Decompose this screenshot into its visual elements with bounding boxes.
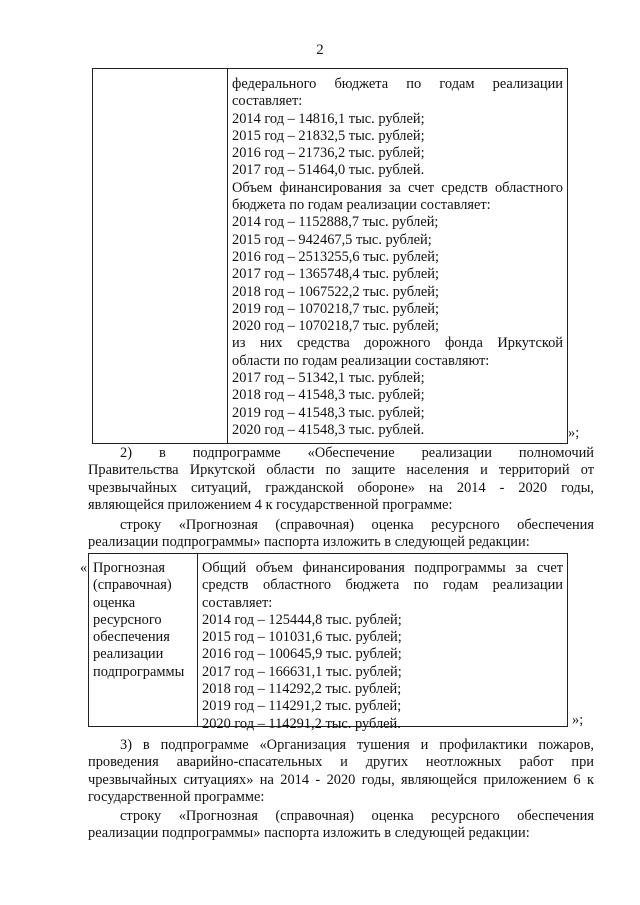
text-line: федерального бюджета по годам реализации xyxy=(232,76,563,92)
text-line: чрезвычайных ситуаций, гражданской обороне» на 2014 - 2020 годы, xyxy=(88,479,594,496)
text-line: 2018 год – 1067522,2 тыс. рублей; xyxy=(232,283,439,300)
text-line: Общий объем финансирования подпрограммы за счет xyxy=(202,560,563,576)
text-line: строку «Прогнозная (справочная) оценка ресурсного обеспечения xyxy=(120,517,594,533)
closing-quote-2: »; xyxy=(572,712,584,728)
text-line: 2016 год – 2513255,6 тыс. рублей; xyxy=(232,248,439,265)
text-line: Правительства Иркутской области по защите населения и территорий от xyxy=(88,462,594,479)
text-line: подпрограммы xyxy=(93,663,185,680)
text-line: 2014 год – 125444,8 тыс. рублей; xyxy=(202,611,402,628)
text-line: средств областного бюджета по годам реализации xyxy=(202,577,563,594)
paragraph-2 xyxy=(88,445,594,514)
text-line: Прогнозная xyxy=(93,560,165,576)
text-line: являющейся приложением 4 к государственной программе: xyxy=(88,496,453,513)
text-line: реализации подпрограммы» паспорта изложить в следующей редакции: xyxy=(88,534,530,551)
text-line: 2017 год – 1365748,4 тыс. рублей; xyxy=(232,266,439,283)
text-line: государственной программе: xyxy=(88,788,265,805)
page-number: 2 xyxy=(316,42,324,58)
text-line: 2020 год – 41548,3 тыс. рублей. xyxy=(232,421,425,438)
closing-quote-1: »; xyxy=(568,425,580,441)
text-line: реализации xyxy=(93,646,164,663)
text-line: 2019 год – 1070218,7 тыс. рублей; xyxy=(232,300,439,317)
text-line: 2020 год – 1070218,7 тыс. рублей; xyxy=(232,318,439,335)
row-label-cell xyxy=(93,560,193,681)
text-line: обеспечения xyxy=(93,629,170,646)
text-line: из них средства дорожного фонда Иркутской xyxy=(232,335,563,352)
text-line: ресурсного xyxy=(93,611,162,628)
text-line: (справочная) xyxy=(93,577,172,594)
text-line: 2015 год – 101031,6 тыс. рублей; xyxy=(202,629,402,646)
text-line: 2015 год – 21832,5 тыс. рублей; xyxy=(232,127,425,144)
text-line: 2020 год – 114291,2 тыс. рублей. xyxy=(202,715,401,732)
text-line: 2018 год – 114292,2 тыс. рублей; xyxy=(202,681,402,698)
paragraph-3 xyxy=(88,737,594,806)
opening-quote: « xyxy=(80,560,88,576)
text-line: области по годам реализации составляют: xyxy=(232,352,490,369)
funding-table-2 xyxy=(88,553,568,732)
text-line: чрезвычайных ситуациях» на 2014 - 2020 годы, являющейся приложением 6 к xyxy=(88,771,594,788)
text-line: 2017 год – 51464,0 тыс. рублей. xyxy=(232,162,425,179)
text-line: 2017 год – 51342,1 тыс. рублей; xyxy=(232,370,425,387)
text-line: Объем финансирования за счет средств областного xyxy=(232,179,563,196)
funding-cell-2 xyxy=(202,560,563,733)
text-line: 2016 год – 21736,2 тыс. рублей; xyxy=(232,145,425,162)
paragraph-3b xyxy=(88,808,594,843)
column-divider xyxy=(197,554,198,726)
text-line: оценка xyxy=(93,594,136,611)
text-line: строку «Прогнозная (справочная) оценка ресурсного обеспечения xyxy=(120,808,594,824)
text-line: 2014 год – 1152888,7 тыс. рублей; xyxy=(232,214,439,231)
text-line: составляет: xyxy=(202,594,273,611)
text-line: проведения аварийно-спасательных и других неотложных работ при xyxy=(88,754,594,771)
text-line: реализации подпрограммы» паспорта изложить в следующей редакции: xyxy=(88,825,530,842)
text-line: 2017 год – 166631,1 тыс. рублей; xyxy=(202,663,402,680)
paragraph-2b xyxy=(88,517,594,552)
text-line: бюджета по годам реализации составляет: xyxy=(232,197,491,214)
text-line: 2019 год – 41548,3 тыс. рублей; xyxy=(232,404,425,421)
funding-cell-1 xyxy=(232,76,563,439)
text-line: 2014 год – 14816,1 тыс. рублей; xyxy=(232,110,425,127)
column-divider xyxy=(227,69,228,443)
text-line: 2019 год – 114291,2 тыс. рублей; xyxy=(202,698,402,715)
text-line: составляет: xyxy=(232,93,303,110)
text-line: 2018 год – 41548,3 тыс. рублей; xyxy=(232,387,425,404)
funding-table-1 xyxy=(92,68,568,444)
text-line: 3) в подпрограмме «Организация тушения и профилактики пожаров, xyxy=(120,737,594,753)
text-line: 2016 год – 100645,9 тыс. рублей; xyxy=(202,646,402,663)
text-line: 2) в подпрограмме «Обеспечение реализации полномочий xyxy=(120,445,594,461)
text-line: 2015 год – 942467,5 тыс. рублей; xyxy=(232,231,432,248)
